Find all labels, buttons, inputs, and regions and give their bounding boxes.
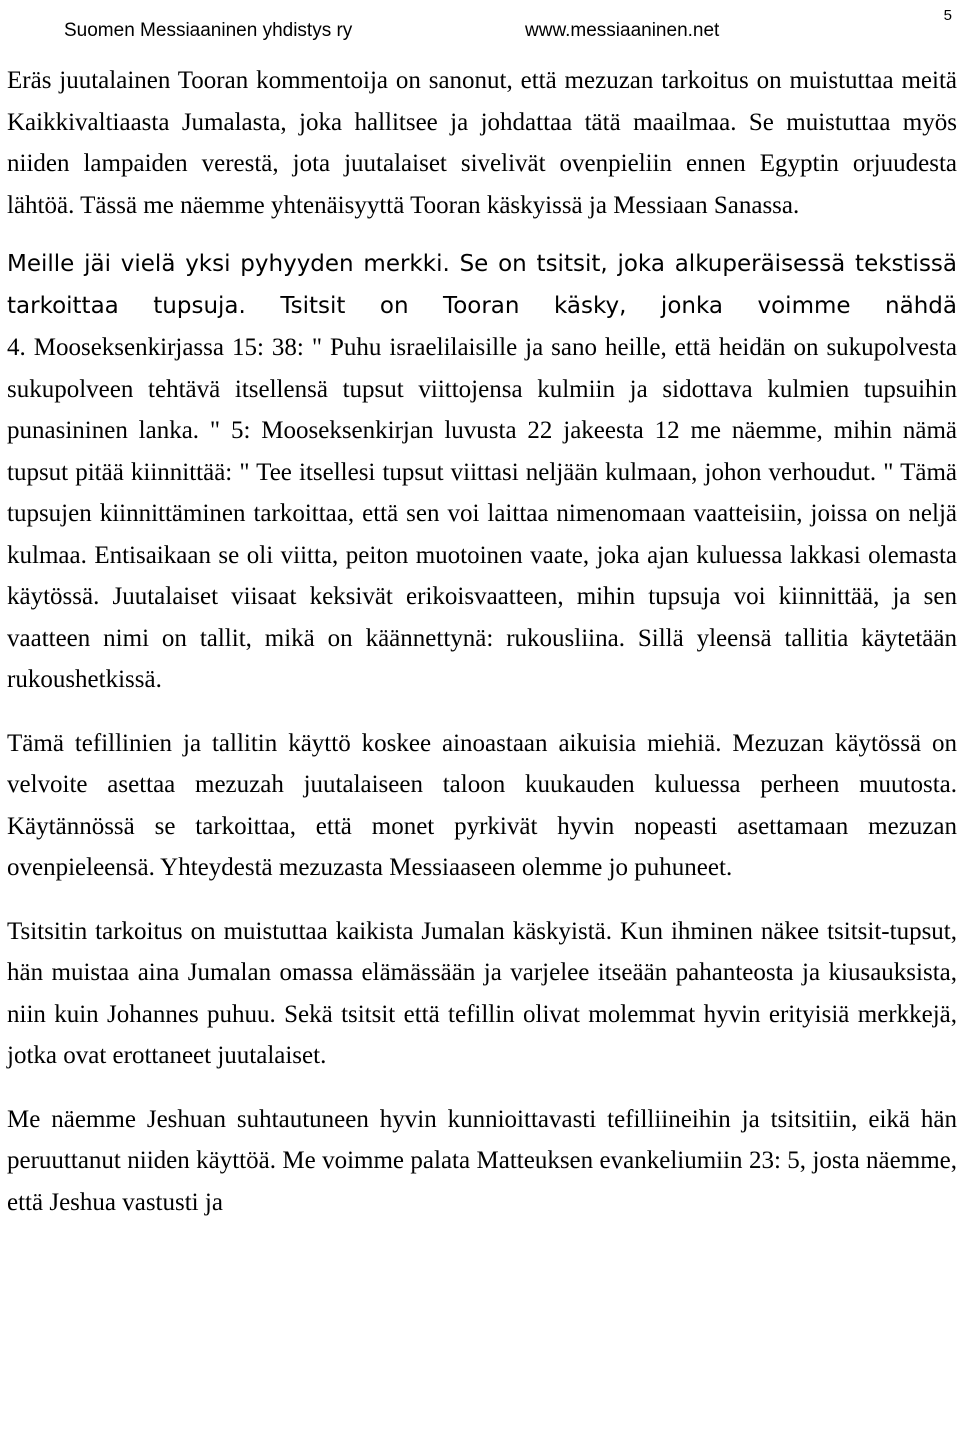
- organization-name: Suomen Messiaaninen yhdistys ry: [64, 20, 353, 41]
- page-number: 5: [943, 7, 952, 24]
- paragraph-tsitsit-purpose: Tsitsitin tarkoitus on muistuttaa kaikista Jumalan käskyistä. Kun ihminen näkee tsitsit-tupsut, hän muistaa aina Jumalan omassa elämässään ja varjelee itseään pahanteosta ja kiusauksista, niin kuin Johannes puhuu. Sekä tsitsit että tefillin olivat molemmat hyvin erityisiä merkkejä, jotka ovat erottaneet juutalaiset.: [7, 917, 957, 1069]
- paragraph-tsitsit-scripture: 4. Mooseksenkirjassa 15: 38: " Puhu israelilaisille ja sano heille, että heidän on sukupolvesta sukupolveen tehtävä itsellensä tupsut viittojensa kulmiin ja sidottava kulmien tupsuihin punasininen lanka. " 5: Mooseksenkirjan luvusta 22 jakeesta 12 me näemme, mihin nämä tupsut pitää kiinnittää: " Tee itsellesi tupsut viittasi neljään kulmaan, johon verhoudut. " Tämä tupsujen kiinnittäminen tarkoittaa, että sen voi laittaa nimenomaan vaatteisiin, joissa on neljä kulmaa. Entisaikaan se oli viitta, peiton muotoinen vaate, joka ajan kuluessa lakkasi olemasta käytössä. Juutalaiset viisaat keksivät erikoisvaatteen, mihin tupsuja voi kiinnittää, ja sen vaatteen nimi on tallit, mikä on käännettynä: rukousliina. Sillä yleensä tallitia käytetään rukoushetkissä.: [7, 334, 957, 693]
- paragraph-tsitsit-intro: Meille jäi vielä yksi pyhyyden merkki. Se on tsitsit, joka alkuperäisessä tekstissä tarkoittaa tupsuja. Tsitsit on Tooran käsky, jonka voimme nähdä: [7, 251, 957, 319]
- document-body: [7, 60, 957, 1223]
- paragraph-jeshua-respect: Me näemme Jeshuan suhtautuneen hyvin kunnioittavasti tefilliineihin ja tsitsitiin, eikä hän peruuttanut niiden käyttöä. Me voimme palata Matteuksen evankeliumiin 23: 5, josta näemme, että Jeshua vastusti ja: [7, 1105, 957, 1216]
- page-header: [64, 7, 960, 50]
- paragraph-mezuzah-commentary: Eräs juutalainen Tooran kommentoija on sanonut, että mezuzan tarkoitus on muistuttaa meitä Kaikkivaltiaasta Jumalasta, joka hallitsee ja johdattaa tätä maailmaa. Se muistuttaa myös niiden lampaiden verestä, jota juutalaiset sivelivät ovenpieliin ennen Egyptin orjuudesta lähtöä. Tässä me näemme yhtenäisyyttä Tooran käskyissä ja Messiaan Sanassa.: [7, 67, 957, 219]
- paragraph-tefillin-usage: Tämä tefillinien ja tallitin käyttö koskee ainoastaan aikuisia miehiä. Mezuzan käytössä on velvoite asettaa mezuzah juutalaiseen taloon kuukauden kuluessa perheen muutosta. Käytännössä se tarkoittaa, että monet pyrkivät hyvin nopeasti asettamaan mezuzan ovenpieleensä. Yhteydestä mezuzasta Messiaaseen olemme jo puhuneet.: [7, 729, 957, 881]
- website-url: www.messiaaninen.net: [525, 20, 720, 41]
